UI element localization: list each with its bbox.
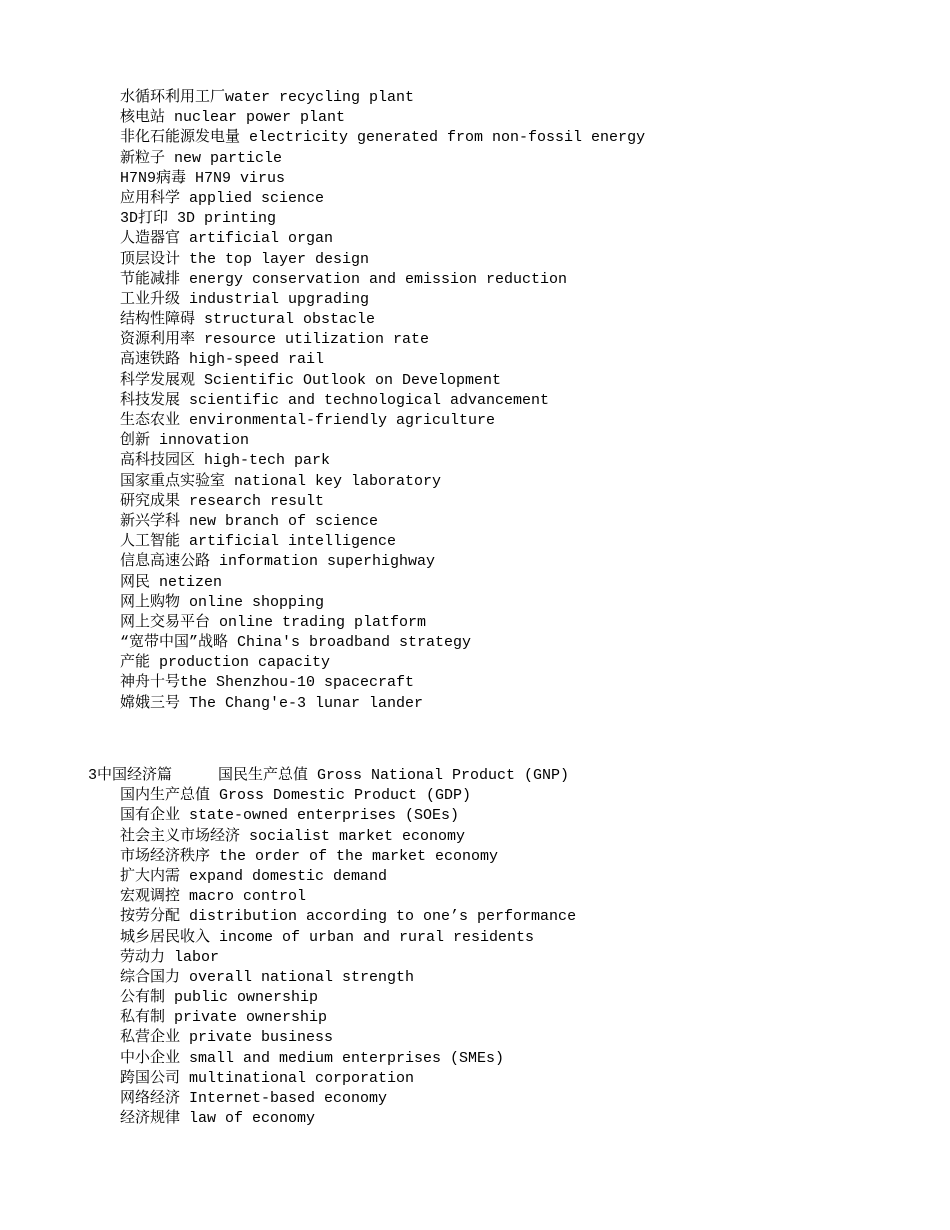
list-item: 劳动力 labor bbox=[120, 948, 220, 966]
list-item: 非化石能源发电量 electricity generated from non-fossil energy bbox=[120, 129, 646, 147]
list-item: 公有制 public ownership bbox=[120, 989, 319, 1007]
list-item: 工业升级 industrial upgrading bbox=[120, 290, 370, 308]
list-item: 节能减排 energy conservation and emission reduction bbox=[120, 270, 568, 288]
list-item: 扩大内需 expand domestic demand bbox=[120, 867, 388, 885]
list-item: 国有企业 state-owned enterprises (SOEs) bbox=[120, 807, 460, 825]
list-item: 创新 innovation bbox=[120, 432, 250, 450]
list-item: 3D打印 3D printing bbox=[120, 210, 277, 228]
vocabulary-list-economy bbox=[88, 766, 898, 1129]
list-item: 网上购物 online shopping bbox=[120, 593, 325, 611]
section-heading-row bbox=[88, 766, 898, 786]
list-item: 宏观调控 macro control bbox=[120, 888, 307, 906]
list-item: 经济规律 law of economy bbox=[120, 1110, 316, 1128]
list-item: 综合国力 overall national strength bbox=[120, 968, 415, 986]
list-item: 人造器官 artificial organ bbox=[120, 230, 334, 248]
list-item: 科学发展观 Scientific Outlook on Development bbox=[120, 371, 502, 389]
list-item: 神舟十号the Shenzhou-10 spacecraft bbox=[120, 674, 415, 692]
list-item: 产能 production capacity bbox=[120, 654, 331, 672]
list-item: 城乡居民收入 income of urban and rural residents bbox=[120, 928, 535, 946]
list-item: 高速铁路 high-speed rail bbox=[120, 351, 325, 369]
list-item: 网络经济 Internet-based economy bbox=[120, 1090, 388, 1107]
list-item: 国内生产总值 Gross Domestic Product (GDP) bbox=[120, 787, 472, 805]
list-item: 社会主义市场经济 socialist market economy bbox=[120, 827, 466, 845]
list-item: 高科技园区 high-tech park bbox=[120, 452, 331, 470]
list-item: 结构性障碍 structural obstacle bbox=[120, 311, 376, 329]
list-item: 新兴学科 new branch of science bbox=[120, 512, 379, 530]
list-item: 信息高速公路 information superhighway bbox=[120, 553, 436, 571]
list-item: 科技发展 scientific and technological advancement bbox=[120, 391, 550, 409]
list-item: 国民生产总值 Gross National Product (GNP) bbox=[218, 767, 570, 784]
list-item: 研究成果 research result bbox=[120, 492, 325, 510]
list-item: H7N9病毒 H7N9 virus bbox=[120, 169, 286, 187]
list-item: 嫦娥三号 The Chang'e-3 lunar lander bbox=[120, 694, 424, 712]
list-item: 私有制 private ownership bbox=[120, 1009, 328, 1027]
list-item: 资源利用率 resource utilization rate bbox=[120, 331, 430, 349]
list-item: 私营企业 private business bbox=[120, 1029, 334, 1047]
list-item: 人工智能 artificial intelligence bbox=[120, 533, 397, 551]
list-item: 国家重点实验室 national key laboratory bbox=[120, 472, 442, 490]
list-item: 生态农业 environmental-friendly agriculture bbox=[120, 412, 496, 429]
section-heading: 3中国经济篇 bbox=[88, 767, 173, 784]
list-item: 网上交易平台 online trading platform bbox=[120, 613, 427, 631]
list-item: 核电站 nuclear power plant bbox=[120, 109, 346, 127]
list-item: 顶层设计 the top layer design bbox=[120, 250, 370, 268]
list-item: 水循环利用工厂water recycling plant bbox=[120, 89, 415, 106]
list-item: 按劳分配 distribution according to one’s performance bbox=[120, 908, 577, 926]
vocabulary-list-science bbox=[120, 88, 900, 714]
list-item: 市场经济秩序 the order of the market economy bbox=[120, 847, 499, 865]
list-item: “宽带中国”战略 China's broadband strategy bbox=[120, 634, 472, 652]
list-item: 中小企业 small and medium enterprises (SMEs) bbox=[120, 1049, 505, 1067]
list-item: 网民 netizen bbox=[120, 573, 223, 591]
list-item: 应用科学 applied science bbox=[120, 189, 325, 207]
list-item: 跨国公司 multinational corporation bbox=[120, 1069, 415, 1087]
list-item: 新粒子 new particle bbox=[120, 149, 283, 167]
